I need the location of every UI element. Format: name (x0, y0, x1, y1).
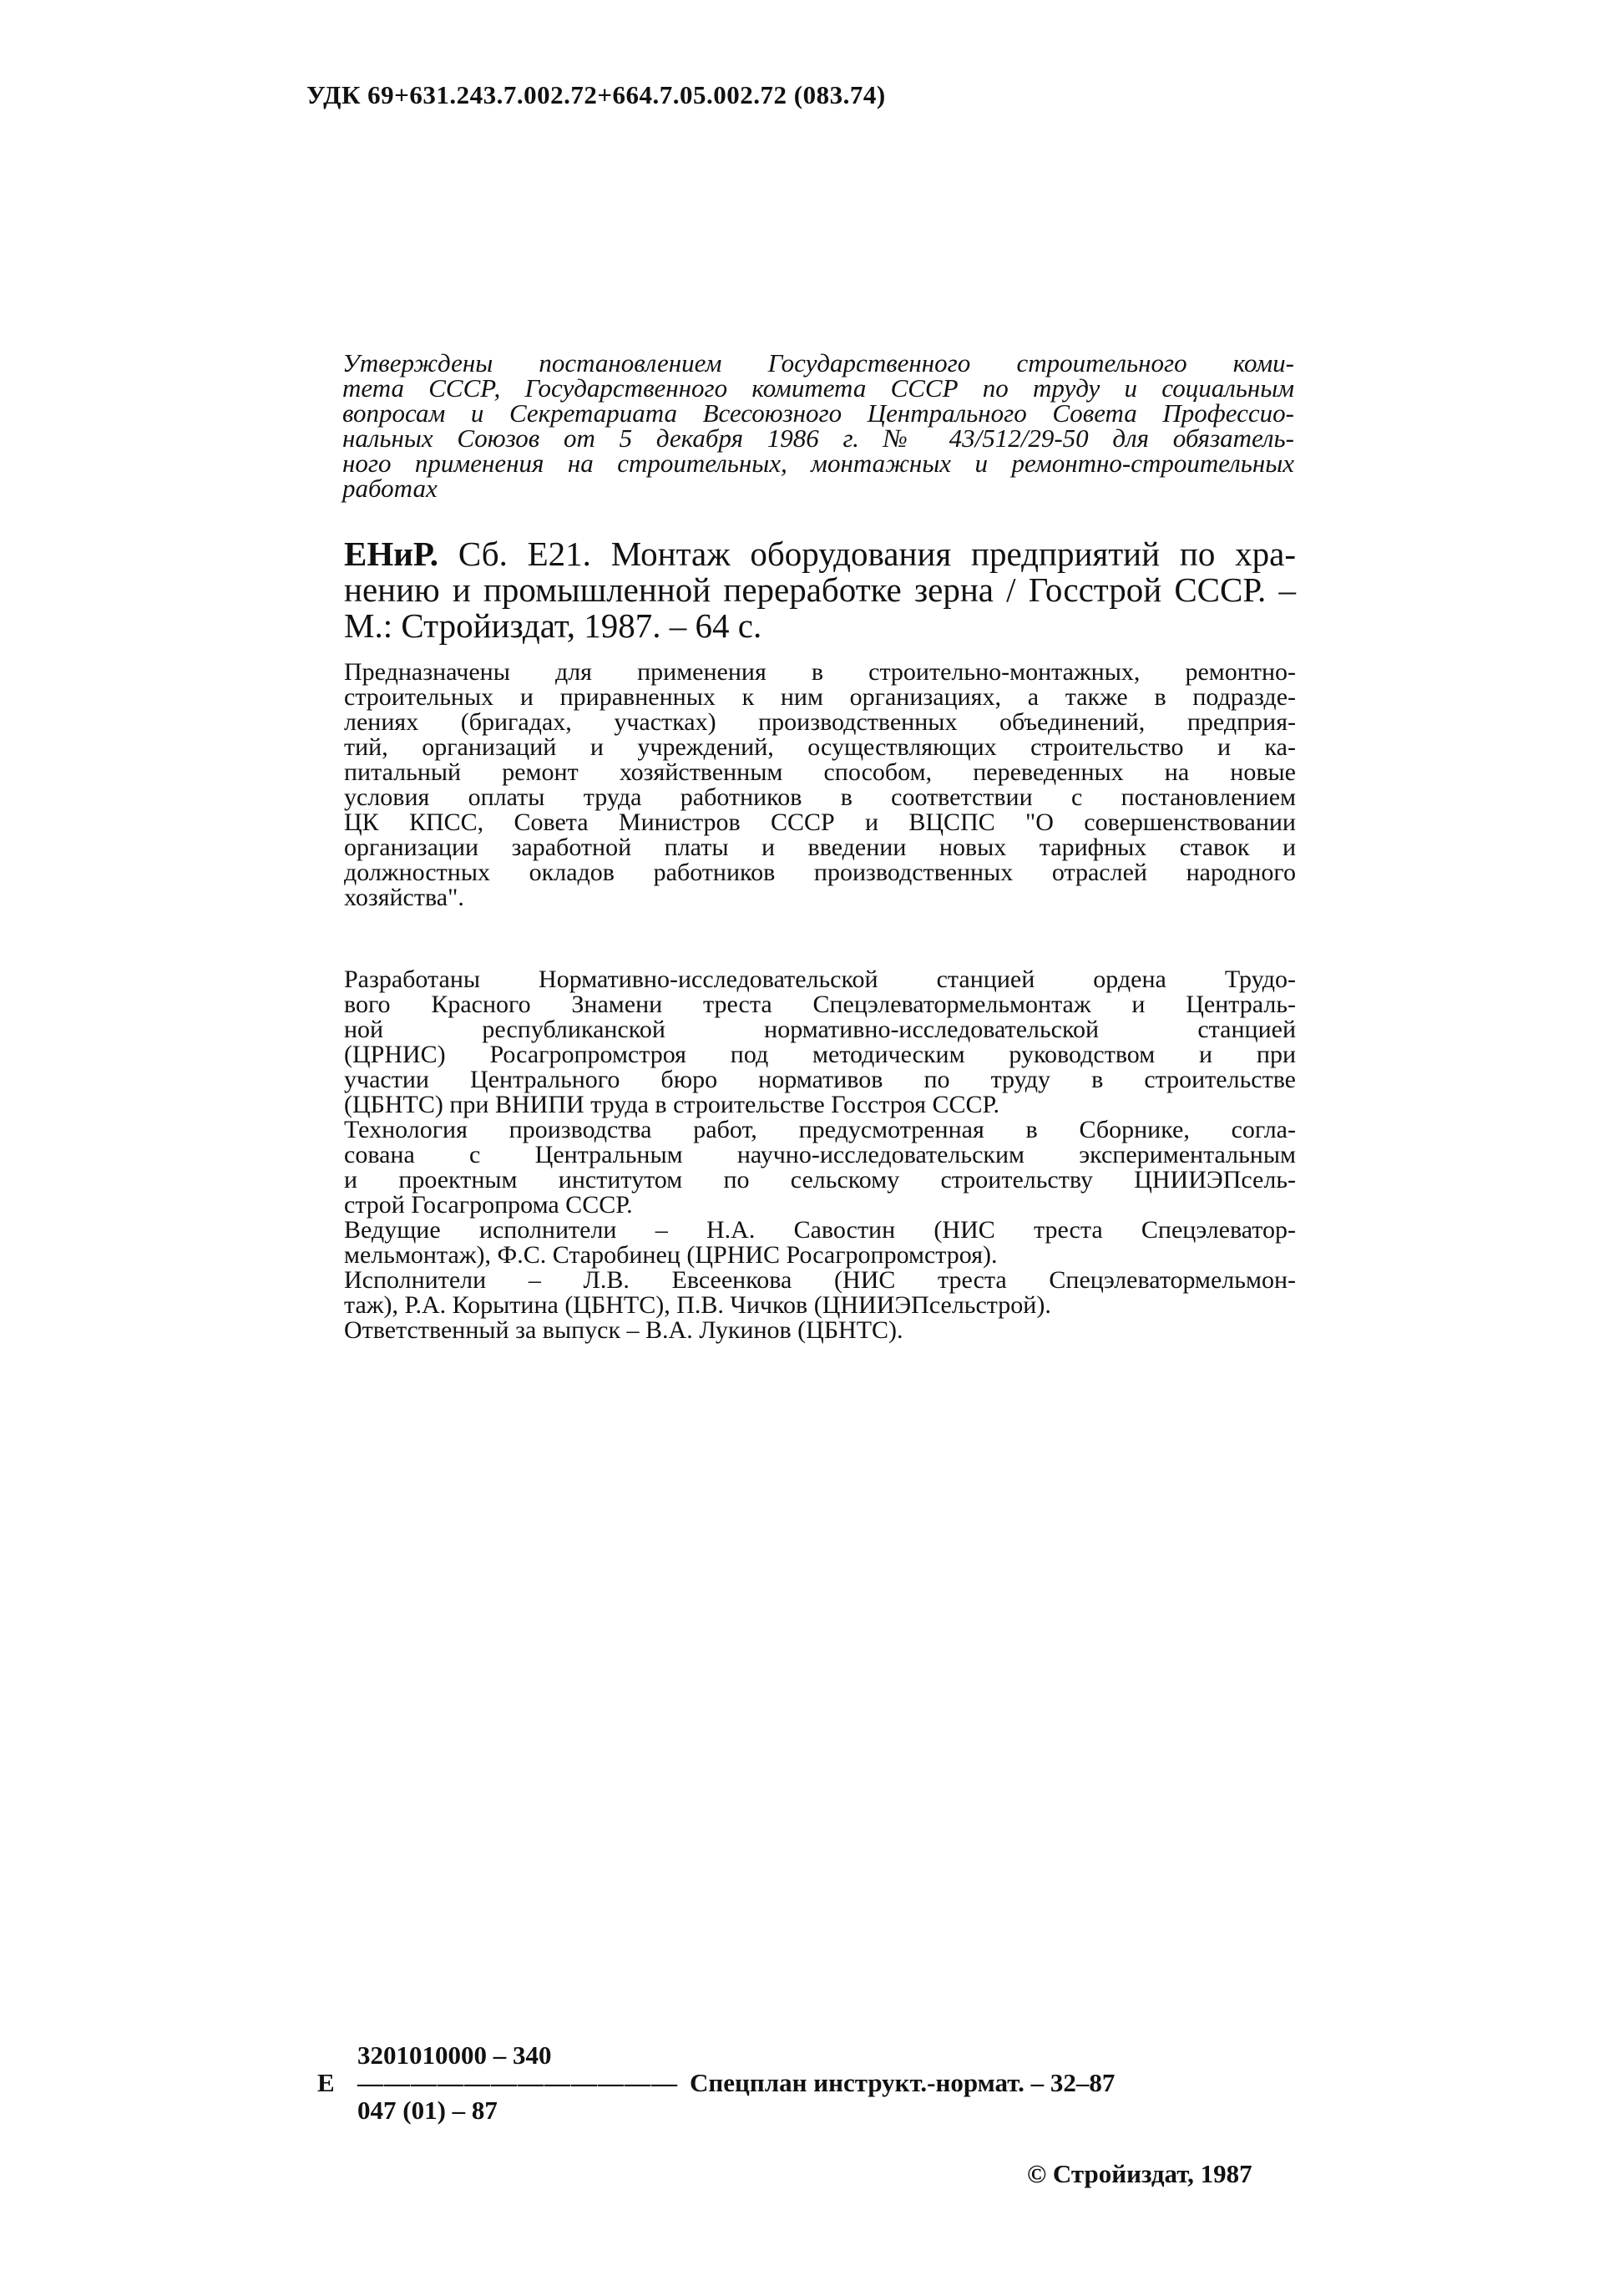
bibliographic-title: Сб. Е21. Монтаж оборудования предприятий по хра- (458, 535, 1296, 573)
copyright-notice: © Стройиздат, 1987 (1027, 2159, 1252, 2188)
annotation-line: строительных и приравненных к ним организациях, а также в подразде- (344, 683, 1296, 711)
annotation-line: организации заработной платы и введении новых тарифных ставок и (344, 834, 1296, 861)
code-fraction-line: ———————————— (357, 2068, 678, 2097)
code-numerator: 3201010000 – 340 (357, 2040, 552, 2070)
lead-executors-line: Ведущие исполнители – Н.А. Савостин (НИС треста Спецэлеватор- (344, 1216, 1296, 1244)
annotation-line: тий, организаций и учреждений, осуществляющих строительство и ка- (344, 733, 1296, 761)
code-plan: Спецплан инструкт.-нормат. – 32–87 (690, 2068, 1116, 2097)
code-letter: Е (317, 2068, 335, 2097)
approval-line: ного применения на строительных, монтажных и ремонтно-строительных (342, 449, 1294, 478)
technology-line: сована с Центральным научно-исследовательским экспериментальным (344, 1141, 1296, 1168)
annotation-line: ЦК КПСС, Совета Министров СССР и ВЦСПС "О совершенствовании (344, 808, 1296, 836)
developers-line: участии Центрального бюро нормативов по труду в строительстве (344, 1066, 1296, 1093)
bibliographic-line: М.: Стройиздат, 1987. – 64 с. (344, 606, 762, 645)
responsible-line: Ответственный за выпуск – В.А. Лукинов (ЦБНТС). (344, 1316, 903, 1344)
developers-line: Разработаны Нормативно-исследовательской станцией ордена Трудо- (344, 966, 1296, 993)
technology-line: Технология производства работ, предусмотренная в Сборнике, согла- (344, 1116, 1296, 1143)
annotation-line: условия оплаты труда работников в соответствии с постановлением (344, 783, 1296, 811)
code-middle-row (317, 2069, 1115, 2096)
approval-line: Утверждены постановлением Государственного строительного коми- (342, 348, 1294, 378)
bibliographic-lead: ЕНиР. (344, 535, 439, 573)
publication-code (317, 2041, 1115, 2124)
executors-line: Исполнители – Л.В. Евсеенкова (НИС треста Спецэлеватормельмон- (344, 1266, 1296, 1294)
developers-line: (ЦБНТС) при ВНИПИ труда в строительстве Госстроя СССР. (344, 1091, 999, 1118)
annotation-line: питальный ремонт хозяйственным способом, переведенных на новые (344, 758, 1296, 786)
approval-line: нальных Союзов от 5 декабря 1986 г. № 43/512/29-50 для обязатель- (342, 423, 1294, 453)
annotation-line: должностных окладов работников производственных отраслей народного (344, 859, 1296, 886)
technology-line: и проектным институтом по сельскому строительству ЦНИИЭПсель- (344, 1166, 1296, 1194)
credits (344, 967, 1296, 1343)
annotation-line: Предназначены для применения в строительно-монтажных, ремонтно- (344, 658, 1296, 686)
annotation-line: лениях (бригадах, участках) производственных объединений, предприя- (344, 708, 1296, 736)
approval-line: работах (342, 474, 438, 503)
bibliographic-line: нению и промышленной переработке зерна / Госстрой СССР. – (344, 570, 1296, 609)
technology-line: строй Госагропрома СССР. (344, 1191, 633, 1219)
executors-line: таж), Р.А. Корытина (ЦБНТС), П.В. Чичков (ЦНИИЭПсельстрой). (344, 1291, 1051, 1319)
approval-line: тета СССР, Государственного комитета СССР по труду и социальным (342, 373, 1294, 403)
code-denominator: 047 (01) – 87 (357, 2096, 498, 2125)
developers-line: ной республиканской нормативно-исследовательской станцией (344, 1016, 1296, 1043)
code-denominator-row (317, 2096, 1115, 2124)
approval-statement (342, 348, 1294, 503)
bibliographic-line-1 (344, 536, 1296, 572)
annotation-line: хозяйства". (344, 884, 464, 911)
bibliographic-record (344, 536, 1296, 644)
developers-line: вого Красного Знамени треста Спецэлеватормельмонтаж и Централь- (344, 991, 1296, 1018)
lead-executors-line: мельмонтаж), Ф.С. Старобинец (ЦРНИС Росагропромстроя). (344, 1241, 998, 1269)
code-numerator-row (317, 2041, 1115, 2069)
approval-line: вопросам и Секретариата Всесоюзного Центрального Совета Профессио- (342, 398, 1294, 428)
udk-classification: УДК 69+631.243.7.002.72+664.7.05.002.72 (083.74) (306, 80, 886, 109)
developers-line: (ЦРНИС) Росагропромстроя под методическим руководством и при (344, 1041, 1296, 1068)
annotation (344, 660, 1296, 910)
